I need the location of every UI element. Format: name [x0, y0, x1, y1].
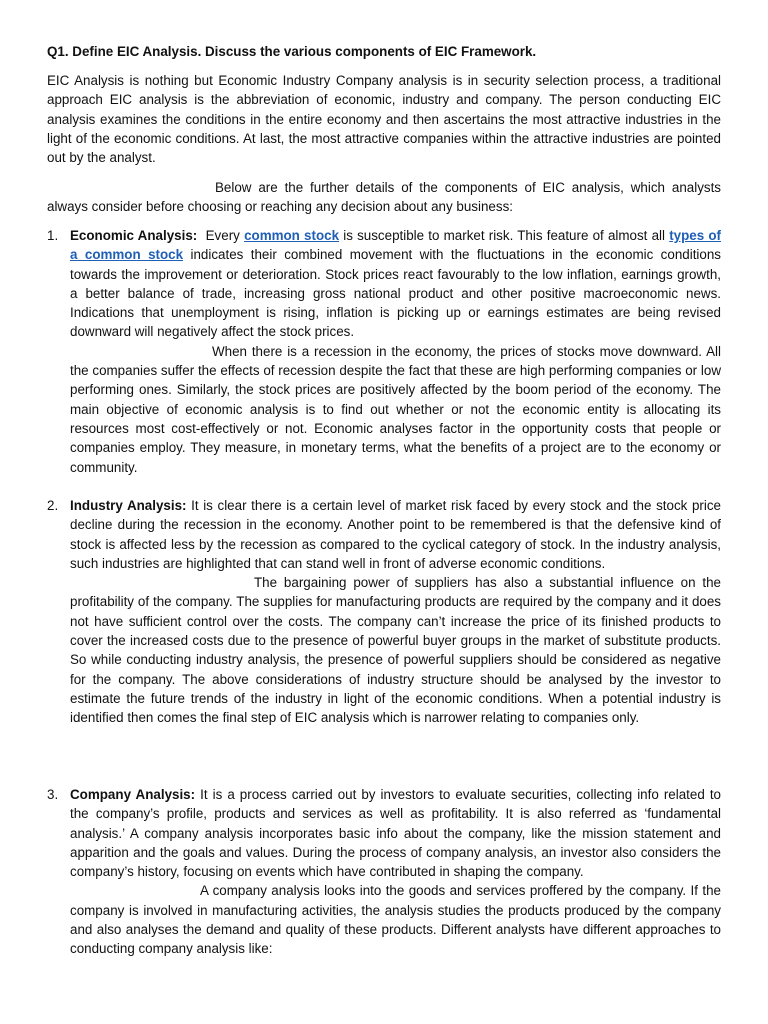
item-continuation-paragraph: The bargaining power of suppliers has also a substantial influence on the profitability of the company. The supplies for manufacturing products are required by the company and it does not have sufficient control over the costs. The company can’t increase the price of its finished products to cover the increased costs due to the presence of powerful buyer groups in the market of substitute products. So while conducting industry analysis, the presence of powerful suppliers should be considered as negative for the company. The above considerations of industry structure should be analysed by the investor to estimate the future trends of the industry in light of the economic conditions. When a potential industry is identified then comes the final step of EIC analysis which is narrower relating to companies only.	[70, 575, 721, 726]
item-text: is susceptible to market risk. This feature of almost all	[343, 228, 665, 243]
intro-paragraph: EIC Analysis is nothing but Economic Industry Company analysis is in security selection process, a traditional approach EIC analysis is the abbreviation of economic, industry and company. The person conducting EIC analysis examines the conditions in the entire economy and then ascertains the most attractive industries in the light of the economic conditions. At last, the most attractive companies within the attractive industries are pointed out by the analyst.	[47, 73, 721, 166]
list-number: 2.	[47, 498, 59, 513]
question-heading: Q1. Define EIC Analysis. Discuss the various components of EIC Framework.	[47, 44, 537, 59]
list-number: 1.	[47, 228, 59, 243]
list-item-company-analysis	[47, 785, 721, 959]
item-title: Industry Analysis:	[70, 498, 187, 513]
lead-in-paragraph: Below are the further details of the components of EIC analysis, which analysts always consider before choosing or reaching any decision about any business:	[47, 180, 721, 215]
item-text: It is clear there is a certain level of market risk faced by every stock and the stock price decline during the recession in the economy. Another point to be remembered is that the defensive kind of stock is affected less by the recession as compared to the cyclical category of stock. In the industry analysis, such industries are highlighted that can stand well in front of adverse economic conditions.	[70, 498, 721, 571]
types-of-common-stock-link[interactable]: types of a common stock	[70, 228, 721, 263]
item-continuation-paragraph: A company analysis looks into the goods and services proffered by the company. If the company is involved in manufacturing activities, the analysis studies the products produced by the company and also analyses the demand and quality of these products. Different analysts have different approaches to conducting company analysis like:	[70, 883, 721, 957]
item-text: It is a process carried out by investors to evaluate securities, collecting info related to the company’s profile, products and services as well as profitability. It is also referred as ‘fundamental analysis.’ A company analysis incorporates basic info about the company, like the mission statement and apparition and the goals and values. During the process of company analysis, an investor also considers the company’s history, focusing on events which have contributed in shaping the company.	[70, 787, 721, 880]
list-item-industry-analysis	[47, 496, 721, 728]
list-number: 3.	[47, 787, 59, 802]
common-stock-link[interactable]: common stock	[244, 228, 340, 243]
item-title: Economic Analysis:	[70, 228, 198, 243]
list-item-body	[70, 496, 721, 573]
item-title: Company Analysis:	[70, 787, 196, 802]
item-text: indicates their combined movement with the fluctuations in the economic conditions towards the improvement or deterioration. Stock prices react favourably to the low inflation, earnings growth, a better balance of trade, increasing gross national product and other positive macroeconomic news. Indications that unemployment is rising, inflation is picking up or earnings estimates are being revised downward will negatively affect the stock prices.	[70, 247, 721, 340]
item-text: Every	[205, 228, 240, 243]
list-item-body	[70, 785, 721, 881]
item-continuation-paragraph: When there is a recession in the economy, the prices of stocks move downward. All the companies suffer the effects of recession despite the fact that these are high performing companies or low performing ones. Similarly, the stock prices are positively affected by the boom period of the economy. The main objective of economic analysis is to find out whether or not the economic entity is allocating its resources most cost-effectively or not. Economic analyses factor in the opportunity costs that people or companies employ. They measure, in monetary terms, what the benefits of a project are to the economy or community.	[70, 343, 721, 475]
list-item-economic-analysis	[47, 226, 721, 477]
list-item-body	[70, 226, 721, 342]
